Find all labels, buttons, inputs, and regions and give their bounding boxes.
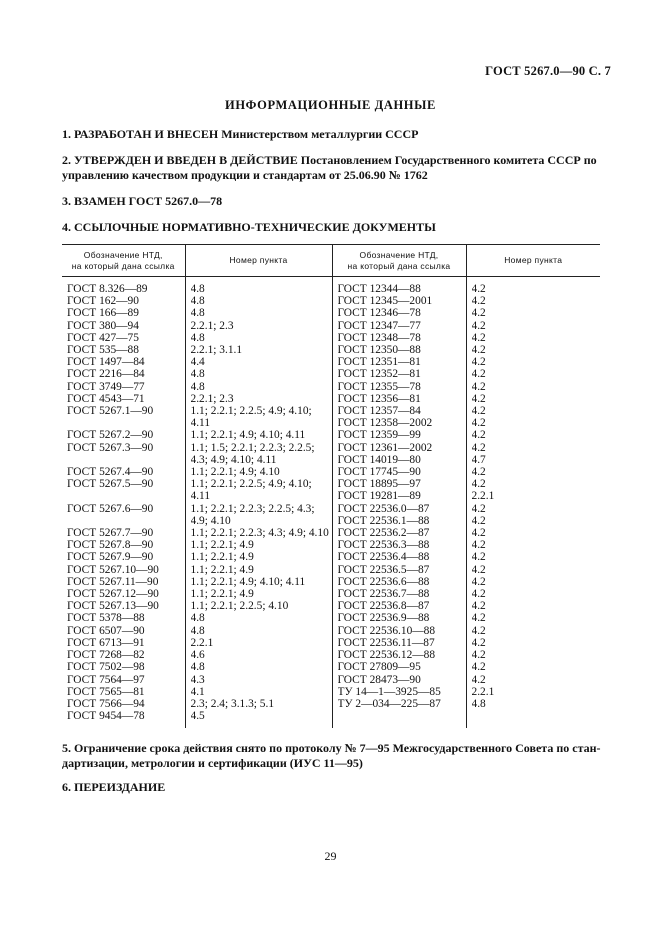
reference-item: 4.8 (190, 368, 205, 381)
reference-item: 2.2.1; 3.1.1 (190, 344, 243, 357)
reference-doc: ГОСТ 12351—81 (337, 356, 421, 369)
reference-doc: ГОСТ 22536.0—87 (337, 502, 430, 515)
reference-item: 4.2 (471, 502, 486, 515)
reference-doc: ГОСТ 7502—98 (67, 661, 145, 674)
reference-doc: ГОСТ 5267.4—90 (67, 466, 154, 479)
reference-doc: ГОСТ 535—88 (67, 344, 139, 357)
reference-doc: ГОСТ 9454—78 (67, 710, 145, 723)
reference-item: 1.1; 1.5; 2.2.1; 2.2.3; 2.2.5; (190, 441, 315, 454)
reference-doc: ГОСТ 22536.4—88 (337, 551, 430, 564)
reference-item: 4.2 (471, 673, 486, 686)
reference-item: 4.8 (190, 624, 205, 637)
running-header: ГОСТ 5267.0—90 С. 7 (485, 64, 611, 78)
reference-item: 4.2 (471, 661, 486, 674)
reference-item: 4.2 (471, 344, 486, 357)
reference-doc: ГОСТ 12348—78 (337, 331, 421, 344)
reference-doc: ГОСТ 380—94 (67, 319, 139, 332)
reference-doc: ГОСТ 22536.10—88 (337, 624, 436, 637)
reference-item: 1.1; 2.2.1; 2.2.3; 4.3; 4.9; 4.10 (190, 527, 329, 540)
reference-item: 4.2 (471, 380, 486, 393)
reference-doc: ГОСТ 22536.12—88 (337, 649, 436, 662)
reference-item: 4.4 (190, 356, 205, 369)
item-5-line-1: 5. Ограничение срока действия снято по протоколу № 7—95 Межгосударственного Совета по стан- (62, 741, 601, 755)
reference-item: 1.1; 2.2.1; 4.9 (190, 551, 254, 564)
reference-doc: ГОСТ 17745—90 (337, 466, 421, 479)
right-items-column (466, 277, 600, 729)
reference-item: 4.2 (471, 283, 486, 295)
reference-doc: ГОСТ 8.326—89 (67, 283, 148, 295)
reference-doc: ГОСТ 14019—80 (337, 453, 421, 466)
reference-doc: ГОСТ 19281—89 (337, 490, 421, 503)
reference-item: 2.2.1; 2.3 (190, 319, 234, 332)
reference-item: 1.1; 2.2.1; 2.2.5; 4.9; 4.10; (190, 405, 312, 418)
left-docs-column (62, 277, 185, 729)
reference-item: 4.2 (471, 331, 486, 344)
reference-doc (67, 417, 185, 429)
references-table (62, 244, 600, 728)
reference-doc: ТУ 2—034—225—87 (337, 697, 441, 710)
reference-item: 4.2 (471, 417, 486, 430)
table-header-row (62, 245, 600, 277)
reference-item: 1.1; 2.2.1; 4.9 (190, 563, 254, 576)
reference-item: 4.8 (190, 380, 205, 393)
item-3: 3. ВЗАМЕН ГОСТ 5267.0—78 (62, 194, 223, 208)
reference-doc: ГОСТ 7268—82 (67, 649, 145, 662)
reference-doc: ГОСТ 5267.3—90 (67, 441, 154, 454)
reference-doc: ГОСТ 1497—84 (67, 356, 145, 369)
reference-doc: ГОСТ 2216—84 (67, 368, 145, 381)
reference-doc: ГОСТ 6507—90 (67, 624, 145, 637)
header-ntd-line-2: на который дана ссылка (71, 260, 175, 271)
reference-doc: ГОСТ 12346—78 (337, 307, 421, 320)
reference-doc: ГОСТ 7564—97 (67, 673, 145, 686)
reference-item: 4.2 (471, 392, 486, 405)
reference-item: 4.2 (471, 368, 486, 381)
reference-doc: ГОСТ 27809—95 (337, 661, 421, 674)
section-title: ИНФОРМАЦИОННЫЕ ДАННЫЕ (225, 98, 436, 112)
reference-item: 4.2 (471, 478, 486, 491)
reference-item: 4.2 (471, 466, 486, 479)
reference-item: 4.5 (190, 710, 205, 723)
reference-item: 1.1; 2.2.1; 4.9; 4.10; 4.11 (190, 575, 306, 588)
reference-item: 4.8 (190, 661, 205, 674)
reference-doc: ГОСТ 22536.7—88 (337, 588, 430, 601)
reference-item: 2.2.1 (471, 490, 495, 503)
item-1: 1. РАЗРАБОТАН И ВНЕСЕН Министерством металлургии СССР (62, 127, 419, 141)
reference-item: 4.2 (471, 319, 486, 332)
reference-doc: ГОСТ 12358—2002 (337, 417, 433, 430)
left-items-column (185, 277, 332, 729)
reference-item: 4.2 (471, 588, 486, 601)
reference-item: 4.2 (471, 612, 486, 625)
reference-doc: ГОСТ 427—75 (67, 331, 139, 344)
reference-doc: ГОСТ 22536.5—87 (337, 563, 430, 576)
reference-doc: ГОСТ 22536.2—87 (337, 527, 430, 540)
reference-item: 4.8 (471, 697, 486, 710)
reference-item: 4.2 (471, 405, 486, 418)
reference-item: 4.2 (471, 441, 486, 454)
reference-item: 1.1; 2.2.1; 4.9 (190, 588, 254, 601)
reference-doc: ГОСТ 12345—2001 (337, 295, 433, 308)
reference-item: 4.8 (190, 331, 205, 344)
header-ntd-line-2: на который дана ссылка (347, 260, 451, 271)
reference-doc: ГОСТ 12359—99 (337, 429, 421, 442)
header-ntd-line-1: Обозначение НТД, (359, 249, 439, 260)
reference-item: 4.2 (471, 307, 486, 320)
reference-item: 4.8 (190, 612, 205, 625)
reference-item: 1.1; 2.2.1; 2.2.3; 2.2.5; 4.3; (190, 502, 315, 515)
reference-doc: ГОСТ 12361—2002 (337, 441, 433, 454)
reference-doc: ГОСТ 5267.1—90 (67, 405, 154, 418)
reference-doc: ГОСТ 5267.10—90 (67, 563, 159, 576)
reference-doc: ГОСТ 7565—81 (67, 685, 145, 698)
reference-item: 1.1; 2.2.1; 4.9; 4.10 (190, 466, 280, 479)
reference-item: 4.2 (471, 551, 486, 564)
reference-doc (67, 490, 185, 502)
reference-doc: ГОСТ 12344—88 (337, 283, 421, 295)
reference-item: 2.2.1; 2.3 (190, 392, 234, 405)
reference-item: 4.11 (190, 490, 211, 503)
reference-item: 2.2.1 (190, 636, 214, 649)
reference-doc: ГОСТ 5267.9—90 (67, 551, 154, 564)
reference-doc: ГОСТ 12356—81 (337, 392, 421, 405)
item-6: 6. ПЕРЕИЗДАНИЕ (62, 780, 166, 794)
reference-item: 4.3; 4.9; 4.10; 4.11 (190, 453, 277, 466)
reference-doc: ГОСТ 6713—91 (67, 636, 145, 649)
reference-doc: ГОСТ 5267.5—90 (67, 478, 154, 491)
reference-item: 4.2 (471, 563, 486, 576)
reference-doc: ГОСТ 5378—88 (67, 612, 145, 625)
reference-item: 4.8 (190, 283, 205, 295)
reference-item: 4.6 (190, 649, 205, 662)
item-2-line-1: 2. УТВЕРЖДЕН И ВВЕДЕН В ДЕЙСТВИЕ Постановлением Государственного комитета СССР по (62, 153, 597, 167)
reference-item: 4.2 (471, 429, 486, 442)
reference-doc: ГОСТ 22536.9—88 (337, 612, 430, 625)
item-5-line-2: дартизации, метрологии и сертификации (ИУС 11—95) (62, 756, 363, 770)
reference-doc: ГОСТ 12355—78 (337, 380, 421, 393)
reference-doc: ГОСТ 5267.12—90 (67, 588, 159, 601)
reference-item: 4.2 (471, 514, 486, 527)
header-ntd-line-1: Обозначение НТД, (83, 249, 163, 260)
reference-doc: ГОСТ 5267.13—90 (67, 600, 159, 613)
reference-doc: ГОСТ 18895—97 (337, 478, 421, 491)
reference-doc: ГОСТ 12357—84 (337, 405, 421, 418)
reference-doc: ГОСТ 162—90 (67, 295, 139, 308)
reference-item: 4.11 (190, 417, 211, 430)
reference-doc: ГОСТ 5267.2—90 (67, 429, 154, 442)
reference-doc: ГОСТ 4543—71 (67, 392, 145, 405)
reference-item: 4.1 (190, 685, 205, 698)
reference-doc: ГОСТ 12350—88 (337, 344, 421, 357)
reference-item: 4.2 (471, 624, 486, 637)
reference-item: 2.2.1 (471, 685, 495, 698)
reference-item: 1.1; 2.2.1; 4.9; 4.10; 4.11 (190, 429, 306, 442)
reference-item: 1.1; 2.2.1; 4.9 (190, 539, 254, 552)
reference-doc (67, 454, 185, 466)
reference-item: 4.2 (471, 600, 486, 613)
reference-doc: ТУ 14—1—3925—85 (337, 685, 441, 698)
reference-item: 4.8 (190, 295, 205, 308)
reference-item: 4.2 (471, 649, 486, 662)
reference-doc: ГОСТ 5267.11—90 (67, 575, 159, 588)
right-docs-column (332, 277, 466, 729)
reference-doc: ГОСТ 166—89 (67, 307, 139, 320)
reference-item: 4.2 (471, 356, 486, 369)
header-item-right: Номер пункта (466, 245, 600, 277)
header-ntd-left (62, 245, 185, 277)
item-4: 4. ССЫЛОЧНЫЕ НОРМАТИВНО-ТЕХНИЧЕСКИЕ ДОКУМЕНТЫ (62, 220, 436, 234)
reference-doc: ГОСТ 22536.1—88 (337, 514, 430, 527)
item-2-line-2: управлению качеством продукции и стандартам от 25.06.90 № 1762 (62, 168, 428, 182)
reference-item: 4.2 (471, 539, 486, 552)
reference-doc: ГОСТ 5267.6—90 (67, 502, 154, 515)
reference-item: 4.9; 4.10 (190, 514, 231, 527)
reference-item: 1.1; 2.2.1; 2.2.5; 4.10 (190, 600, 289, 613)
reference-doc: ГОСТ 22536.3—88 (337, 539, 430, 552)
reference-item: 4.7 (471, 453, 486, 466)
reference-item: 4.2 (471, 636, 486, 649)
reference-doc: ГОСТ 5267.7—90 (67, 527, 154, 540)
reference-doc (67, 515, 185, 527)
reference-item: 1.1; 2.2.1; 2.2.5; 4.9; 4.10; (190, 478, 312, 491)
reference-doc: ГОСТ 22536.6—88 (337, 575, 430, 588)
header-ntd-right (332, 245, 466, 277)
reference-item: 4.2 (471, 295, 486, 308)
reference-doc: ГОСТ 3749—77 (67, 380, 145, 393)
reference-doc: ГОСТ 28473—90 (337, 673, 421, 686)
reference-doc: ГОСТ 7566—94 (67, 697, 145, 710)
reference-doc: ГОСТ 12347—77 (337, 319, 421, 332)
table-body-row (62, 277, 600, 729)
reference-item: 4.2 (471, 527, 486, 540)
reference-item: 4.8 (190, 307, 205, 320)
reference-doc: ГОСТ 22536.8—87 (337, 600, 430, 613)
reference-doc: ГОСТ 12352—81 (337, 368, 421, 381)
reference-item: 2.3; 2.4; 3.1.3; 5.1 (190, 697, 275, 710)
page-number: 29 (324, 849, 337, 863)
reference-doc: ГОСТ 5267.8—90 (67, 539, 154, 552)
reference-item: 4.2 (471, 575, 486, 588)
reference-item: 4.3 (190, 673, 205, 686)
header-item-left: Номер пункта (185, 245, 332, 277)
reference-doc: ГОСТ 22536.11—87 (337, 636, 435, 649)
